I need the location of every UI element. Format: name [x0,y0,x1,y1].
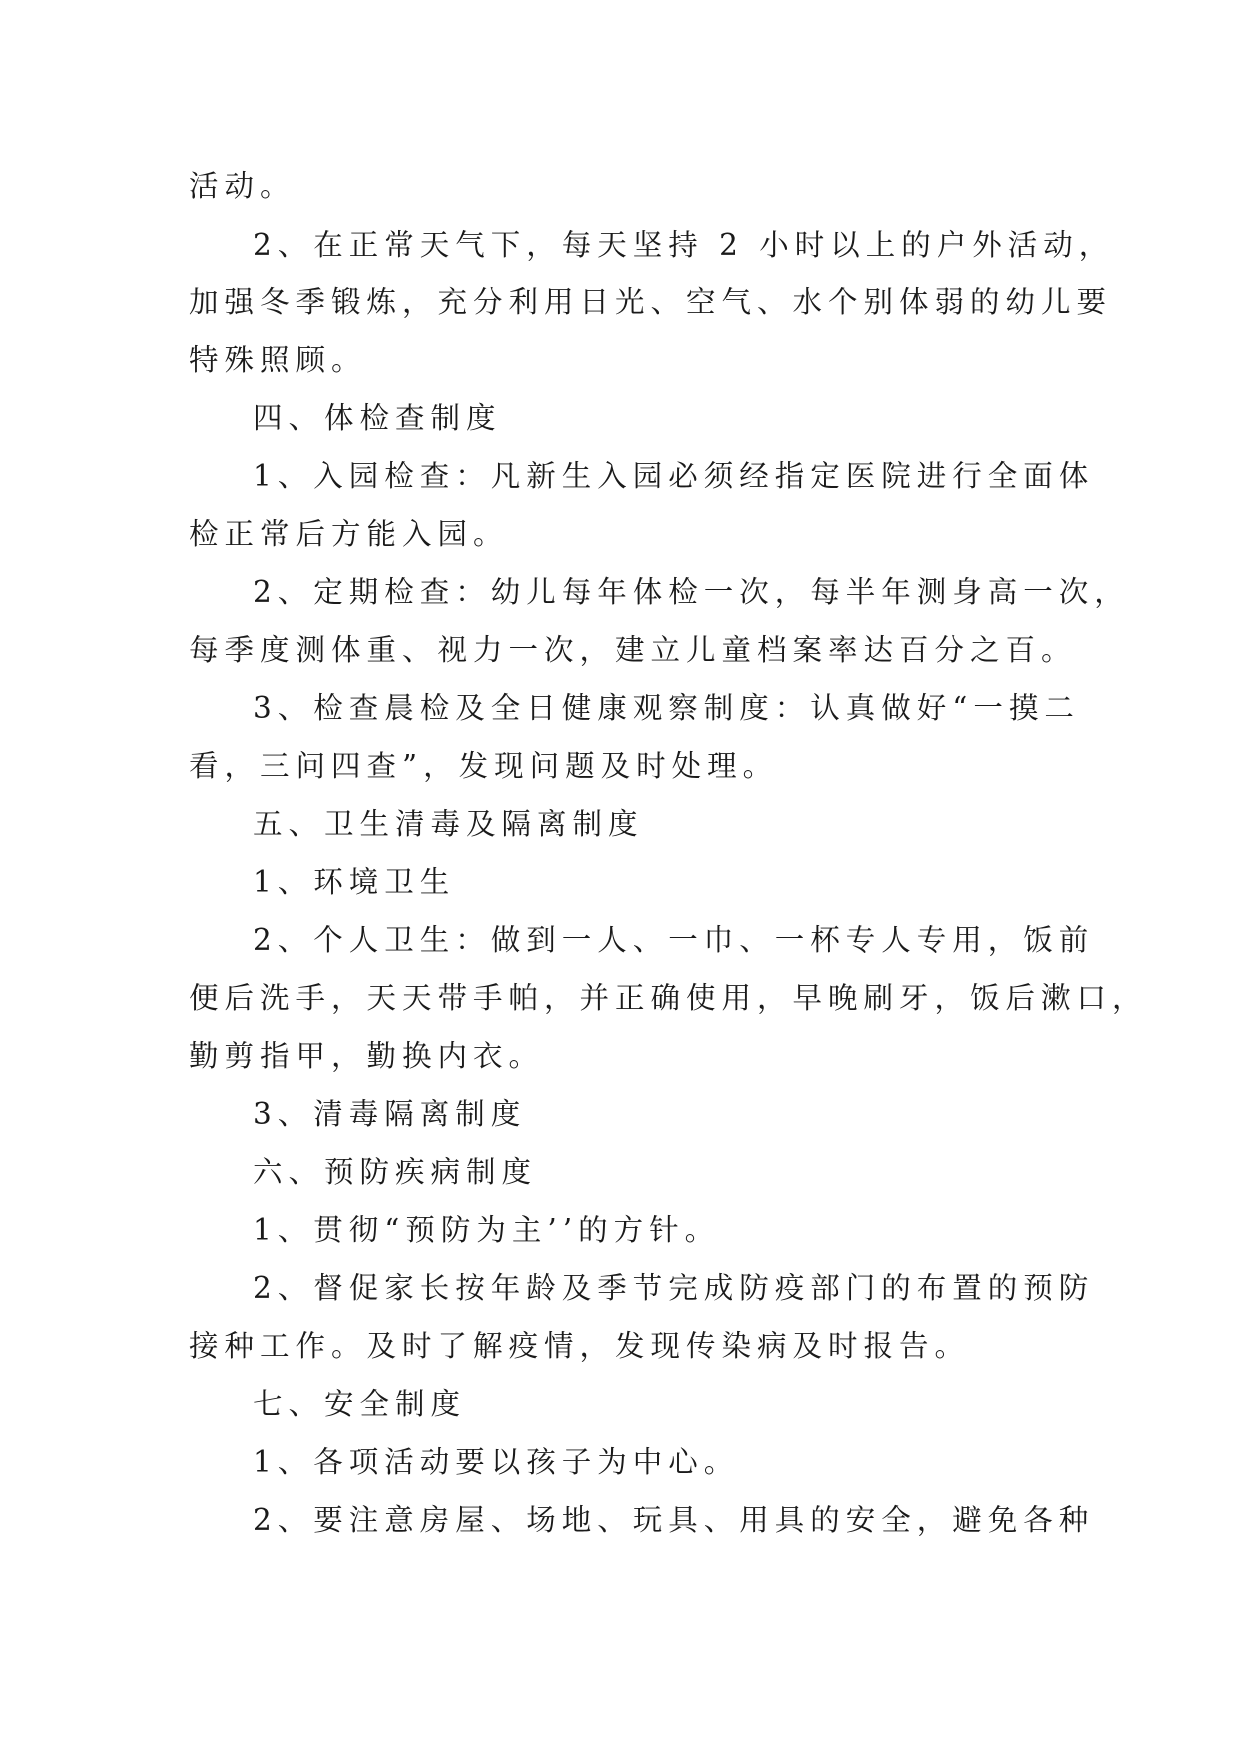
section-heading: 五、卫生清毒及隔离制度 [253,807,644,841]
text-line: 3、清毒隔离制度 [253,1097,527,1131]
text-line: 2、个人卫生：做到一人、一巾、一杯专人专用，饭前 [253,923,1095,957]
text-line: 看，三问四查”，发现问题及时处理。 [189,749,779,783]
text-line: 每季度测体重、视力一次，建立儿童档案率达百分之百。 [189,633,1077,667]
text-line: 2、督促家长按年龄及季节完成防疫部门的布置的预防 [253,1271,1095,1305]
text-line: 2、在正常天气下，每天坚持 2 小时以上的户外活动， [253,228,1115,262]
text-line: 检正常后方能入园。 [189,517,509,551]
section-heading: 七、安全制度 [253,1387,467,1421]
text-line: 勤剪指甲，勤换内衣。 [189,1039,545,1073]
text-line: 1、各项活动要以孩子为中心。 [253,1445,740,1479]
text-line: 加强冬季锻炼，充分利用日光、空气、水个别体弱的幼儿要 [189,285,1113,319]
section-heading: 六、预防疾病制度 [253,1155,538,1189]
text-line: 2、定期检查：幼儿每年体检一次，每半年测身高一次， [253,575,1130,609]
text-line: 1、环境卫生 [253,865,456,899]
text-line: 活动。 [189,169,296,203]
text-line: 特殊照顾。 [189,343,367,377]
text-line: 2、要注意房屋、场地、玩具、用具的安全，避免各种 [253,1503,1095,1537]
section-heading: 四、体检查制度 [253,401,502,435]
text-line: 1、入园检查：凡新生入园必须经指定医院进行全面体 [253,459,1095,493]
text-line: 3、检查晨检及全日健康观察制度：认真做好“一摸二 [253,691,1080,725]
text-line: 便后洗手，天天带手帕，并正确使用，早晚刷牙，饭后漱口， [189,981,1148,1015]
text-line: 接种工作。及时了解疫情，发现传染病及时报告。 [189,1329,971,1363]
text-line: 1、贯彻“预防为主’’的方针。 [253,1213,721,1247]
